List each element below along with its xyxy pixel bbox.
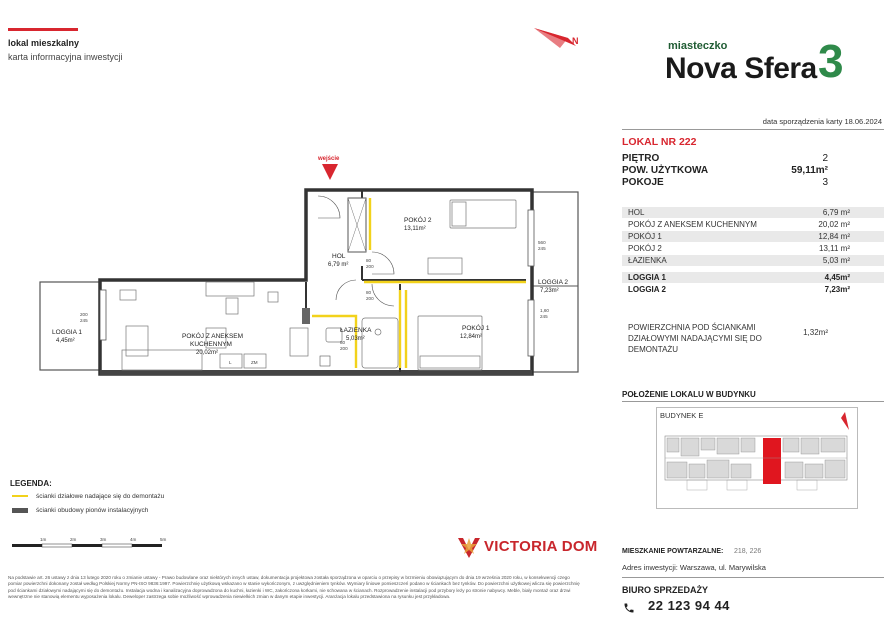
legend-title: LEGENDA: bbox=[10, 479, 52, 488]
room-row-hol bbox=[622, 207, 884, 218]
room-row-label: POKÓJ 1 bbox=[628, 232, 662, 241]
room-row-label: ŁAZIENKA bbox=[628, 256, 667, 265]
prop-value-area: 59,11m² bbox=[791, 165, 828, 176]
prop-label-floor: PIĘTRO bbox=[622, 153, 660, 164]
dimension-label: 200 bbox=[80, 312, 88, 317]
legend-swatch-yellow bbox=[12, 495, 28, 497]
legal-disclaimer: Na podstawie art. 26 ustawy z dnia 13 lutego 2020 roku o zmianie ustawy - Prawo budowlane oraz niektórych innych ustaw, dokumentacja projektowa została sporządzona w oparciu o przepisy w brzmieniu obowiązującym do dnia 19 września 2020 roku, w konsekwencji czego pomiar powierzchni dokonany został według Polskiej Normy PN-ISO 9836:1997. Powierzchnię użytkową wskazano w stanie wykończonym, z uwzględnieniem tynków. Wymiary liniowe pomieszczeń podano w ściankach bez tynków. Do powierzchni użytkowej wlicza się powierzchnię pod ściankami działowymi nadającymi się do demontażu. Instalacja wodna i kanalizacyjna doprowadzona do kuchni, łazienki i WC, zakończona korkami, nie schowana w ścianach. Rozprowadzenie instalacji pod przybory leży po stronie nabywcy. Meble, biały montaż oraz drzwi wewnętrzne nie stanowią elementu wyposażenia lokalu. Deweloper zastrzega sobie możliwość wprowadzenia niewielkich zmian w danym etapie inwestycji. Aranżacja lokalu przedstawiona na rysunku jest przykładowa. bbox=[8, 575, 580, 599]
room-label-aneks-line1: POKÓJ Z ANEKSEM bbox=[182, 333, 244, 340]
scale-bar bbox=[10, 535, 180, 551]
location-title: POŁOŻENIE LOKALU W BUDYNKU bbox=[622, 390, 756, 399]
divider bbox=[622, 401, 884, 402]
prop-value-floor: 2 bbox=[822, 153, 828, 164]
appliance-label: L bbox=[229, 360, 232, 365]
loggia-1-outline bbox=[40, 282, 100, 370]
room-area-lazienka: 5,03m² bbox=[346, 336, 365, 342]
room-label-loggia1: LOGGIA 1 bbox=[52, 329, 82, 336]
room-label-pokoj1: POKÓJ 1 bbox=[462, 325, 490, 332]
dimension-label: 200 bbox=[340, 346, 348, 351]
room-area-loggia2: 7,23m² bbox=[540, 288, 559, 294]
room-label-pokoj2: POKÓJ 2 bbox=[404, 217, 432, 224]
room-row-label: HOL bbox=[628, 208, 645, 217]
legend-item-shafts bbox=[12, 507, 148, 514]
room-row-label: LOGGIA 2 bbox=[628, 285, 666, 294]
dimension-label: 80 bbox=[366, 290, 372, 295]
document-title: lokal mieszkalny bbox=[8, 38, 80, 48]
room-row-value: 12,84 m² bbox=[818, 232, 850, 241]
investment-address: Adres inwestycji: Warszawa, ul. Marywilska bbox=[622, 563, 766, 572]
logo-tagline: miasteczko bbox=[668, 40, 728, 52]
room-row-pokoj1 bbox=[622, 231, 884, 242]
dimension-label: 200 bbox=[366, 264, 374, 269]
card-date: data sporządzenia karty 18.06.2024 bbox=[762, 117, 882, 126]
scale-tick-label: 1m bbox=[40, 537, 47, 542]
building-plan-thumbnail bbox=[657, 408, 855, 506]
legend-swatch-gray bbox=[12, 508, 28, 513]
prop-value-rooms: 3 bbox=[822, 177, 828, 188]
sales-office-title: BIURO SPRZEDAŻY bbox=[622, 585, 709, 595]
dimension-label: 80 bbox=[340, 340, 346, 345]
room-area-pokoj2: 13,11m² bbox=[404, 226, 426, 232]
dimension-label: 560 bbox=[538, 240, 546, 245]
scale-tick-label: 5m bbox=[160, 537, 167, 542]
dimension-label: 200 bbox=[366, 296, 374, 301]
legend-item-demountable bbox=[12, 493, 164, 500]
prop-label-area: POW. UŻYTKOWA bbox=[622, 165, 709, 176]
logo-numeral: 3 bbox=[818, 35, 844, 87]
scale-tick-label: 2m bbox=[70, 537, 77, 542]
developer-name: VICTORIA DOM bbox=[484, 538, 598, 555]
dimension-label: 245 bbox=[538, 246, 546, 251]
room-row-label: POKÓJ 2 bbox=[628, 244, 662, 253]
highlighted-unit bbox=[763, 438, 781, 484]
unit-number: LOKAL NR 222 bbox=[622, 136, 697, 148]
room-row-loggia2 bbox=[622, 284, 884, 295]
room-row-value: 6,79 m² bbox=[822, 208, 850, 217]
room-area-pokoj1: 12,84m² bbox=[460, 334, 483, 340]
room-area-hol: 6,79 m² bbox=[328, 262, 349, 268]
furniture bbox=[120, 200, 516, 370]
repeat-units-value: 218, 226 bbox=[734, 548, 762, 555]
room-row-value: 13,11 m² bbox=[819, 244, 850, 253]
room-label-lazienka: ŁAZIENKA bbox=[340, 327, 372, 334]
dimension-label: 1,60 bbox=[540, 308, 549, 313]
room-row-value: 7,23m² bbox=[824, 285, 850, 294]
room-row-lazienka bbox=[622, 255, 884, 266]
logo-wordmark: Nova Sfera bbox=[665, 52, 817, 85]
divider bbox=[622, 129, 884, 130]
legend-item-label: ścianki działowe nadające się do demontażu bbox=[36, 493, 165, 500]
dimension-label: 80 bbox=[366, 258, 372, 263]
north-arrow-icon bbox=[841, 412, 849, 430]
sales-phone[interactable]: 22 123 94 44 bbox=[648, 598, 730, 613]
entrance-label: wejście bbox=[318, 156, 340, 162]
room-area-aneks: 20,02m² bbox=[196, 350, 219, 356]
floor-plan bbox=[0, 0, 600, 400]
room-row-value: 20,02 m² bbox=[818, 220, 850, 229]
document-subtitle: karta informacyjna inwestycji bbox=[8, 52, 123, 62]
room-label-loggia2: LOGGIA 2 bbox=[538, 279, 568, 286]
demountable-walls-label: POWIERZCHNIA POD ŚCIANKAMI DZIAŁOWYMI NADAJĄCYMI SIĘ DO DEMONTAŻU bbox=[628, 323, 762, 354]
demountable-walls-value: 1,32m² bbox=[803, 328, 828, 337]
room-row-pokoj2 bbox=[622, 243, 884, 254]
installation-riser bbox=[302, 308, 310, 324]
room-row-loggia1 bbox=[622, 272, 884, 283]
exterior-wall-band bbox=[100, 370, 532, 375]
room-row-value: 4,45m² bbox=[824, 273, 850, 282]
scale-tick-label: 3m bbox=[100, 537, 107, 542]
room-label-aneks-line2: KUCHENNYM bbox=[190, 341, 232, 348]
scale-tick-label: 4m bbox=[130, 537, 137, 542]
prop-label-rooms: POKOJE bbox=[622, 177, 664, 188]
svg-text:N: N bbox=[572, 36, 579, 46]
victoria-dom-logo-icon bbox=[456, 536, 482, 562]
entrance-arrow-icon bbox=[322, 164, 338, 180]
room-row-label: LOGGIA 1 bbox=[628, 273, 666, 282]
phone-icon bbox=[623, 602, 635, 614]
room-row-value: 5,03 m² bbox=[822, 256, 850, 265]
room-label-hol: HOL bbox=[332, 253, 346, 260]
room-area-loggia1: 4,45m² bbox=[56, 338, 75, 344]
room-row-label: POKÓJ Z ANEKSEM KUCHENNYM bbox=[628, 220, 757, 229]
dimension-label: 245 bbox=[80, 318, 88, 323]
dimension-label: 245 bbox=[540, 314, 548, 319]
appliance-label: ZM bbox=[251, 360, 258, 365]
room-row-aneks bbox=[622, 219, 884, 230]
legend-item-label: ścianki obudowy pionów instalacyjnych bbox=[36, 507, 149, 514]
repeat-units-label: MIESZKANIE POWTARZALNE: bbox=[622, 548, 724, 555]
building-label: BUDYNEK E bbox=[660, 411, 704, 420]
divider bbox=[622, 577, 884, 578]
